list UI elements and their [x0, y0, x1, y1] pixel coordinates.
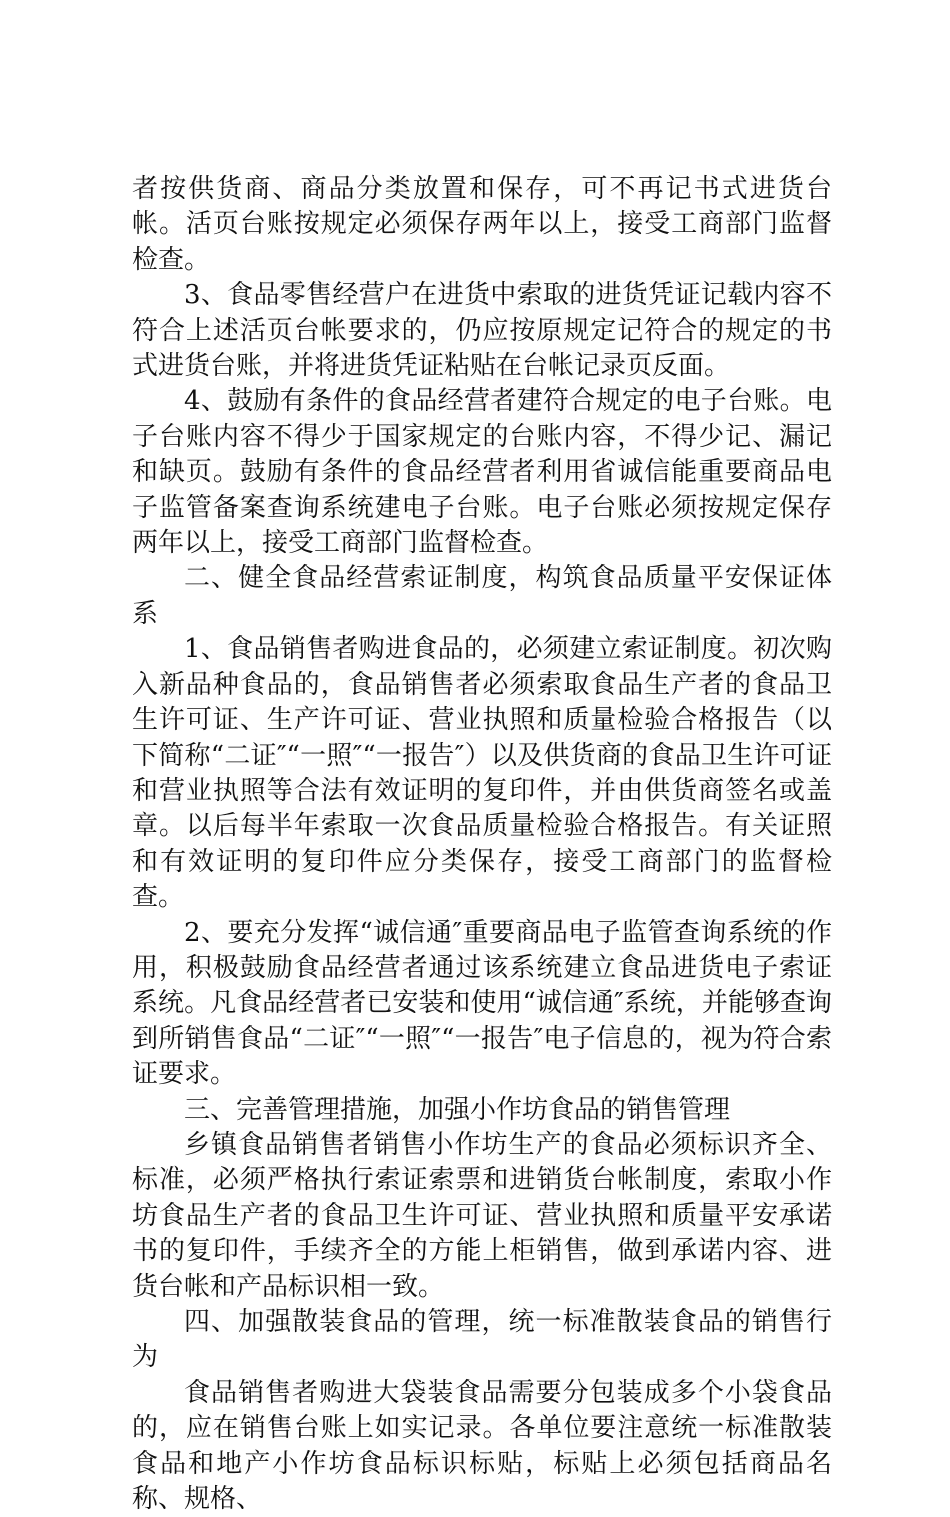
- paragraph-item-2-2: 2、要充分发挥“诚信通″重要商品电子监管查询系统的作用，积极鼓励食品经营者通过该系统建立食品进货电子索证系统。凡食品经营者已安装和使用“诚信通″系统，并能够查询到所销售食品“二证″“一照″“一报告″电子信息的，视为符合索证要求。: [132, 917, 832, 1090]
- paragraph-item-2-1: 1、食品销售者购进食品的，必须建立索证制度。初次购入新品种食品的，食品销售者必须索取食品生产者的食品卫生许可证、生产许可证、营业执照和质量检验合格报告（以下简称“二证″“一照″“一报告″）以及供货商的食品卫生许可证和营业执照等合法有效证明的复印件，并由供货商签名或盖章。以后每半年索取一次食品质量检验合格报告。有关证照和有效证明的复印件应分类保存，接受工商部门的监督检查。: [132, 634, 832, 913]
- section-heading-3: 三、完善管理措施，加强小作坊食品的销售管理: [184, 1094, 731, 1125]
- section-heading-2: 二、健全食品经营索证制度，构筑食品质量平安保证体系: [132, 563, 832, 629]
- paragraph-item-3: 3、食品零售经营户在进货中索取的进货凭证记载内容不符合上述活页台帐要求的，仍应按原规定记符合的规定的书式进货台账，并将进货凭证粘贴在台帐记录页反面。: [132, 280, 832, 382]
- paragraph-continuation: 者按供货商、商品分类放置和保存，可不再记书式进货台帐。活页台账按规定必须保存两年以上，接受工商部门监督检查。: [132, 174, 832, 275]
- paragraph-section-3: 乡镇食品销售者销售小作坊生产的食品必须标识齐全、标准，必须严格执行索证索票和进销货台帐制度，索取小作坊食品生产者的食品卫生许可证、营业执照和质量平安承诺书的复印件，手续齐全的方能上柜销售，做到承诺内容、进货台帐和产品标识相一致。: [132, 1129, 832, 1302]
- section-heading-4: 四、加强散装食品的管理，统一标准散装食品的销售行为: [132, 1307, 832, 1373]
- paragraph-section-4: 食品销售者购进大袋装食品需要分包装成多个小袋食品的，应在销售台账上如实记录。各单位要注意统一标准散装食品和地产小作坊食品标识标贴，标贴上必须包括商品名称、规格、: [132, 1377, 832, 1515]
- document-page: [132, 172, 832, 1517]
- paragraph-item-4: 4、鼓励有条件的食品经营者建符合规定的电子台账。电子台账内容不得少于国家规定的台账内容，不得少记、漏记和缺页。鼓励有条件的食品经营者利用省诚信能重要商品电子监管备案查询系统建电子台账。电子台账必须按规定保存两年以上，接受工商部门监督检查。: [132, 386, 832, 559]
